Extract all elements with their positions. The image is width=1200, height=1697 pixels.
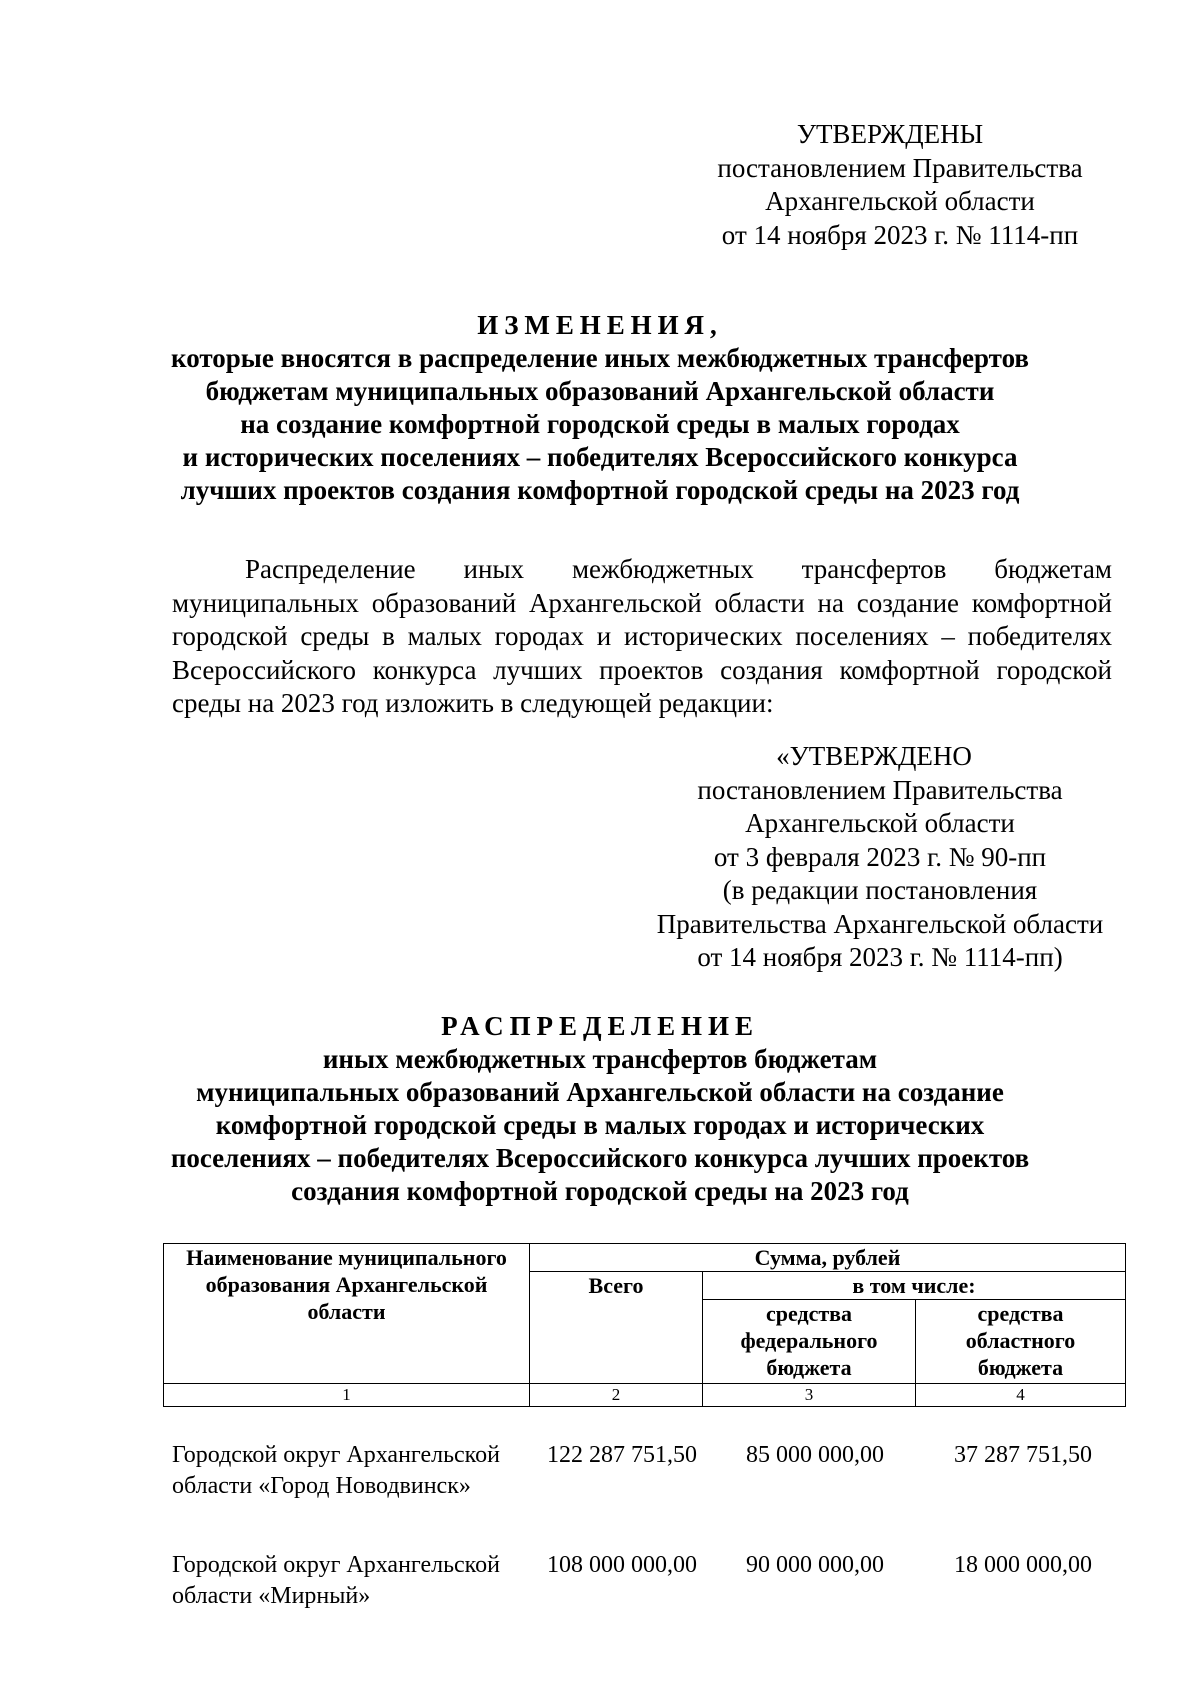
header-federal: средства федерального бюджета bbox=[703, 1300, 916, 1384]
approved-stamp-line: от 3 февраля 2023 г. № 90-пп bbox=[713, 841, 1047, 872]
row-regional: 18 000 000,00 bbox=[954, 1552, 1092, 1578]
row-federal: 85 000 000,00 bbox=[746, 1442, 884, 1468]
changes-subtitle-line: и исторических поселениях – победителях Всероссийского конкурса bbox=[182, 442, 1018, 472]
header-sum: Сумма, рублей bbox=[530, 1244, 1126, 1272]
row-name bbox=[172, 1550, 532, 1612]
column-number: 3 bbox=[703, 1384, 916, 1407]
approval-stamp bbox=[700, 118, 1100, 252]
row-total: 108 000 000,00 bbox=[547, 1552, 697, 1578]
changes-heading: ИЗМЕНЕНИЯ, bbox=[477, 310, 723, 340]
changes-subtitle-line: лучших проектов создания комфортной городской среды на 2023 год bbox=[180, 475, 1020, 505]
column-number: 1 bbox=[164, 1384, 530, 1407]
row-federal: 90 000 000,00 bbox=[746, 1552, 884, 1578]
distribution-heading: РАСПРЕДЕЛЕНИЕ bbox=[441, 1011, 759, 1041]
approval-line: от 14 ноября 2023 г. № 1114-пп bbox=[721, 219, 1079, 250]
row-regional: 37 287 751,50 bbox=[954, 1442, 1092, 1468]
changes-subtitle-line: которые вносятся в распределение иных межбюджетных трансфертов bbox=[171, 343, 1029, 373]
approved-stamp-line: Архангельской области bbox=[745, 808, 1015, 838]
approved-stamp-line: (в редакции постановления bbox=[722, 875, 1038, 905]
distribution-subtitle-line: поселениях – победителях Всероссийского конкурса лучших проектов bbox=[170, 1143, 1030, 1173]
row-name-line: области «Город Новодвинск» bbox=[172, 1473, 471, 1499]
row-name-line: Городской округ Архангельской bbox=[172, 1442, 500, 1468]
header-total: Всего bbox=[530, 1272, 703, 1384]
approved-stamp bbox=[635, 740, 1125, 975]
approved-stamp-title: «УТВЕРЖДЕНО bbox=[776, 741, 972, 771]
approval-title: УТВЕРЖДЕНЫ bbox=[796, 119, 984, 149]
column-number: 2 bbox=[530, 1384, 703, 1407]
row-total: 122 287 751,50 bbox=[547, 1442, 697, 1468]
header-municipality: Наименование муниципального образования Архангельской области bbox=[164, 1244, 530, 1384]
distribution-subtitle-line: создания комфортной городской среды на 2023 год bbox=[291, 1176, 909, 1206]
header-including: в том числе: bbox=[703, 1272, 1126, 1300]
body-paragraph: Распределение иных межбюджетных трансфертов бюджетам муниципальных образований Архангельской области на создание комфортной городской среды в малых городах и исторических поселениях – победителях Всероссийского конкурса лучших проектов создания комфортной городской среды на 2023 год изложить в следующей редакции: bbox=[172, 554, 1112, 718]
row-name-line: области «Мирный» bbox=[172, 1583, 371, 1609]
changes-title-block bbox=[0, 309, 1200, 507]
approval-line: Архангельской области bbox=[765, 186, 1035, 216]
approval-line: постановлением Правительства bbox=[717, 152, 1083, 183]
distribution-table-header bbox=[163, 1243, 1126, 1407]
distribution-subtitle-line: иных межбюджетных трансфертов бюджетам bbox=[322, 1044, 878, 1074]
row-name bbox=[172, 1440, 532, 1502]
distribution-subtitle-line: комфортной городской среды в малых городах и исторических bbox=[215, 1110, 985, 1140]
header-regional: средства областного бюджета bbox=[916, 1300, 1126, 1384]
distribution-subtitle-line: муниципальных образований Архангельской области на создание bbox=[196, 1077, 1004, 1107]
column-number: 4 bbox=[916, 1384, 1126, 1407]
approved-stamp-line: Правительства Архангельской области bbox=[656, 908, 1104, 939]
changes-subtitle-line: на создание комфортной городской среды в малых городах bbox=[240, 409, 960, 439]
distribution-title-block bbox=[0, 1010, 1200, 1208]
row-name-line: Городской округ Архангельской bbox=[172, 1552, 500, 1578]
approved-stamp-line: от 14 ноября 2023 г. № 1114-пп) bbox=[697, 942, 1063, 972]
changes-subtitle-line: бюджетам муниципальных образований Архангельской области bbox=[205, 376, 995, 406]
approved-stamp-line: постановлением Правительства bbox=[697, 774, 1063, 805]
